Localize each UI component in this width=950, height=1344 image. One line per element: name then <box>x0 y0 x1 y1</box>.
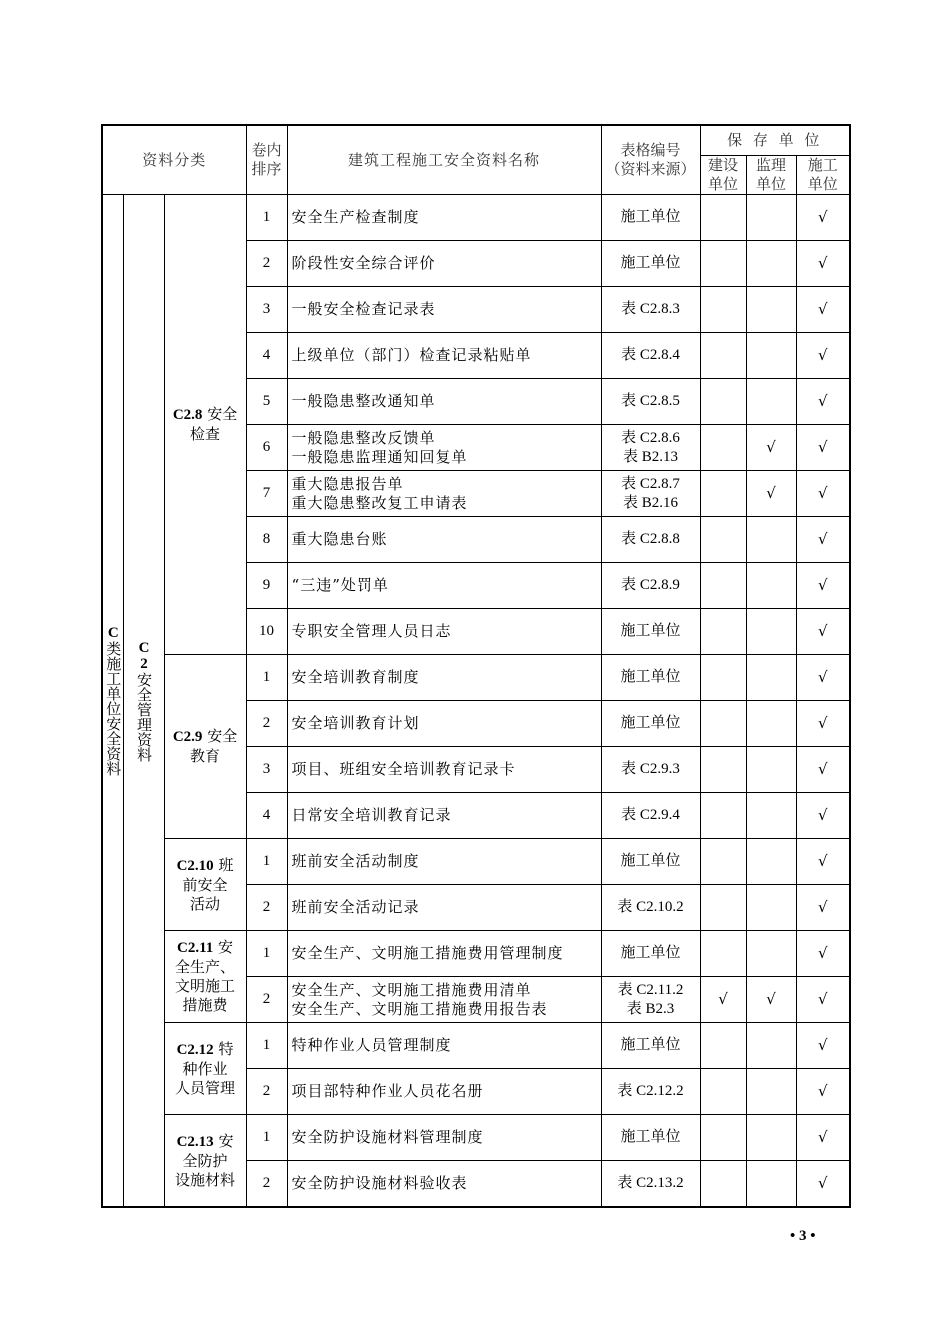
contractor-check: √ <box>796 655 850 701</box>
owner-check <box>700 1161 746 1208</box>
row-number: 2 <box>246 1161 287 1208</box>
header-category: 资料分类 <box>102 125 246 195</box>
contractor-check: √ <box>796 333 850 379</box>
owner-check <box>700 379 746 425</box>
level2-category: C2安全管理资料 <box>123 195 164 1208</box>
supervisor-check <box>746 655 796 701</box>
header-supervisor-unit: 监理 单位 <box>746 156 796 195</box>
record-name: 阶段性安全综合评价 <box>287 241 601 287</box>
form-code: 施工单位 <box>601 609 700 655</box>
supervisor-check <box>746 609 796 655</box>
owner-check <box>700 885 746 931</box>
record-name: 重大隐患报告单 重大隐患整改复工申请表 <box>287 471 601 517</box>
supervisor-check <box>746 517 796 563</box>
page-number: • 3 • <box>790 1228 816 1244</box>
row-number: 6 <box>246 425 287 471</box>
safety-records-table <box>101 124 851 1208</box>
level1-category: C类施工单位安全资料 <box>102 195 123 1208</box>
owner-check <box>700 701 746 747</box>
row-number: 1 <box>246 839 287 885</box>
owner-check <box>700 517 746 563</box>
owner-check <box>700 655 746 701</box>
row-number: 3 <box>246 287 287 333</box>
form-code: 施工单位 <box>601 931 700 977</box>
row-number: 2 <box>246 1069 287 1115</box>
contractor-check: √ <box>796 931 850 977</box>
row-number: 1 <box>246 195 287 241</box>
form-code: 施工单位 <box>601 655 700 701</box>
owner-check <box>700 333 746 379</box>
table-row <box>102 655 850 701</box>
form-code: 表 C2.9.3 <box>601 747 700 793</box>
form-code: 表 C2.8.8 <box>601 517 700 563</box>
supervisor-check <box>746 379 796 425</box>
row-number: 3 <box>246 747 287 793</box>
contractor-check: √ <box>796 471 850 517</box>
row-number: 1 <box>246 931 287 977</box>
supervisor-check <box>746 1023 796 1069</box>
table-row <box>102 195 850 241</box>
supervisor-check <box>746 839 796 885</box>
supervisor-check <box>746 1115 796 1161</box>
row-number: 9 <box>246 563 287 609</box>
group-c2-10: C2.10 班 前安全 活动 <box>164 839 246 931</box>
row-number: 1 <box>246 1115 287 1161</box>
record-name: 日常安全培训教育记录 <box>287 793 601 839</box>
group-c2-13: C2.13 安 全防护 设施材料 <box>164 1115 246 1208</box>
form-code: 表 C2.8.4 <box>601 333 700 379</box>
record-name: 班前安全活动记录 <box>287 885 601 931</box>
contractor-check: √ <box>796 1115 850 1161</box>
owner-check <box>700 1023 746 1069</box>
supervisor-check <box>746 701 796 747</box>
contractor-check: √ <box>796 379 850 425</box>
contractor-check: √ <box>796 747 850 793</box>
contractor-check: √ <box>796 839 850 885</box>
form-code: 表 C2.13.2 <box>601 1161 700 1208</box>
row-number: 5 <box>246 379 287 425</box>
supervisor-check: √ <box>746 471 796 517</box>
supervisor-check <box>746 747 796 793</box>
record-name: 安全防护设施材料验收表 <box>287 1161 601 1208</box>
owner-check <box>700 425 746 471</box>
contractor-check: √ <box>796 563 850 609</box>
owner-check <box>700 563 746 609</box>
header-keep-unit: 保 存 单 位 <box>700 125 850 156</box>
record-name: 班前安全活动制度 <box>287 839 601 885</box>
owner-check <box>700 1115 746 1161</box>
contractor-check: √ <box>796 1069 850 1115</box>
contractor-check: √ <box>796 425 850 471</box>
supervisor-check: √ <box>746 977 796 1023</box>
group-c2-8: C2.8 安全 检查 <box>164 195 246 655</box>
supervisor-check <box>746 793 796 839</box>
supervisor-check <box>746 287 796 333</box>
owner-check <box>700 1069 746 1115</box>
supervisor-check <box>746 563 796 609</box>
row-number: 2 <box>246 701 287 747</box>
record-name: 一般安全检查记录表 <box>287 287 601 333</box>
owner-check <box>700 747 746 793</box>
owner-check <box>700 839 746 885</box>
owner-check <box>700 793 746 839</box>
table-row <box>102 1023 850 1069</box>
table-row <box>102 1115 850 1161</box>
supervisor-check <box>746 931 796 977</box>
contractor-check: √ <box>796 241 850 287</box>
record-name: 特种作业人员管理制度 <box>287 1023 601 1069</box>
row-number: 10 <box>246 609 287 655</box>
form-code: 表 C2.8.5 <box>601 379 700 425</box>
record-name: 安全防护设施材料管理制度 <box>287 1115 601 1161</box>
supervisor-check <box>746 333 796 379</box>
header-contractor-unit: 施工 单位 <box>796 156 850 195</box>
record-name: 安全生产检查制度 <box>287 195 601 241</box>
form-code: 表 C2.8.7 表 B2.16 <box>601 471 700 517</box>
header-seq: 卷内 排序 <box>246 125 287 195</box>
form-code: 施工单位 <box>601 241 700 287</box>
form-code: 表 C2.9.4 <box>601 793 700 839</box>
record-name: 安全培训教育制度 <box>287 655 601 701</box>
owner-check <box>700 471 746 517</box>
contractor-check: √ <box>796 609 850 655</box>
contractor-check: √ <box>796 885 850 931</box>
contractor-check: √ <box>796 517 850 563</box>
supervisor-check <box>746 885 796 931</box>
row-number: 1 <box>246 1023 287 1069</box>
form-code: 表 C2.8.6 表 B2.13 <box>601 425 700 471</box>
record-name: 项目部特种作业人员花名册 <box>287 1069 601 1115</box>
row-number: 1 <box>246 655 287 701</box>
form-code: 表 C2.12.2 <box>601 1069 700 1115</box>
owner-check <box>700 609 746 655</box>
record-name: 一般隐患整改通知单 <box>287 379 601 425</box>
form-code: 表 C2.10.2 <box>601 885 700 931</box>
form-code: 施工单位 <box>601 195 700 241</box>
form-code: 施工单位 <box>601 701 700 747</box>
record-name: 安全生产、文明施工措施费用管理制度 <box>287 931 601 977</box>
contractor-check: √ <box>796 287 850 333</box>
owner-check <box>700 931 746 977</box>
form-code: 施工单位 <box>601 1115 700 1161</box>
group-c2-12: C2.12 特 种作业 人员管理 <box>164 1023 246 1115</box>
record-name: 安全培训教育计划 <box>287 701 601 747</box>
form-code: 表 C2.11.2 表 B2.3 <box>601 977 700 1023</box>
owner-check <box>700 241 746 287</box>
row-number: 7 <box>246 471 287 517</box>
row-number: 4 <box>246 793 287 839</box>
contractor-check: √ <box>796 793 850 839</box>
header-owner-unit: 建设 单位 <box>700 156 746 195</box>
record-name: 项目、班组安全培训教育记录卡 <box>287 747 601 793</box>
record-name: 专职安全管理人员日志 <box>287 609 601 655</box>
table-row <box>102 931 850 977</box>
supervisor-check <box>746 1069 796 1115</box>
row-number: 2 <box>246 977 287 1023</box>
record-name: 一般隐患整改反馈单 一般隐患监理通知回复单 <box>287 425 601 471</box>
supervisor-check: √ <box>746 425 796 471</box>
owner-check <box>700 195 746 241</box>
form-code: 施工单位 <box>601 1023 700 1069</box>
supervisor-check <box>746 1161 796 1208</box>
record-name: 重大隐患台账 <box>287 517 601 563</box>
contractor-check: √ <box>796 701 850 747</box>
record-name: 上级单位（部门）检查记录粘贴单 <box>287 333 601 379</box>
form-code: 表 C2.8.3 <box>601 287 700 333</box>
form-code: 表 C2.8.9 <box>601 563 700 609</box>
row-number: 8 <box>246 517 287 563</box>
contractor-check: √ <box>796 1161 850 1208</box>
record-name: “三违”处罚单 <box>287 563 601 609</box>
form-code: 施工单位 <box>601 839 700 885</box>
owner-check: √ <box>700 977 746 1023</box>
row-number: 2 <box>246 885 287 931</box>
owner-check <box>700 287 746 333</box>
row-number: 2 <box>246 241 287 287</box>
contractor-check: √ <box>796 1023 850 1069</box>
supervisor-check <box>746 195 796 241</box>
group-c2-11: C2.11 安 全生产、 文明施工 措施费 <box>164 931 246 1023</box>
row-number: 4 <box>246 333 287 379</box>
group-c2-9: C2.9 安全 教育 <box>164 655 246 839</box>
supervisor-check <box>746 241 796 287</box>
contractor-check: √ <box>796 977 850 1023</box>
header-name: 建筑工程施工安全资料名称 <box>287 125 601 195</box>
table-row <box>102 839 850 885</box>
record-name: 安全生产、文明施工措施费用清单 安全生产、文明施工措施费用报告表 <box>287 977 601 1023</box>
header-code: 表格编号 （资料来源） <box>601 125 700 195</box>
contractor-check: √ <box>796 195 850 241</box>
